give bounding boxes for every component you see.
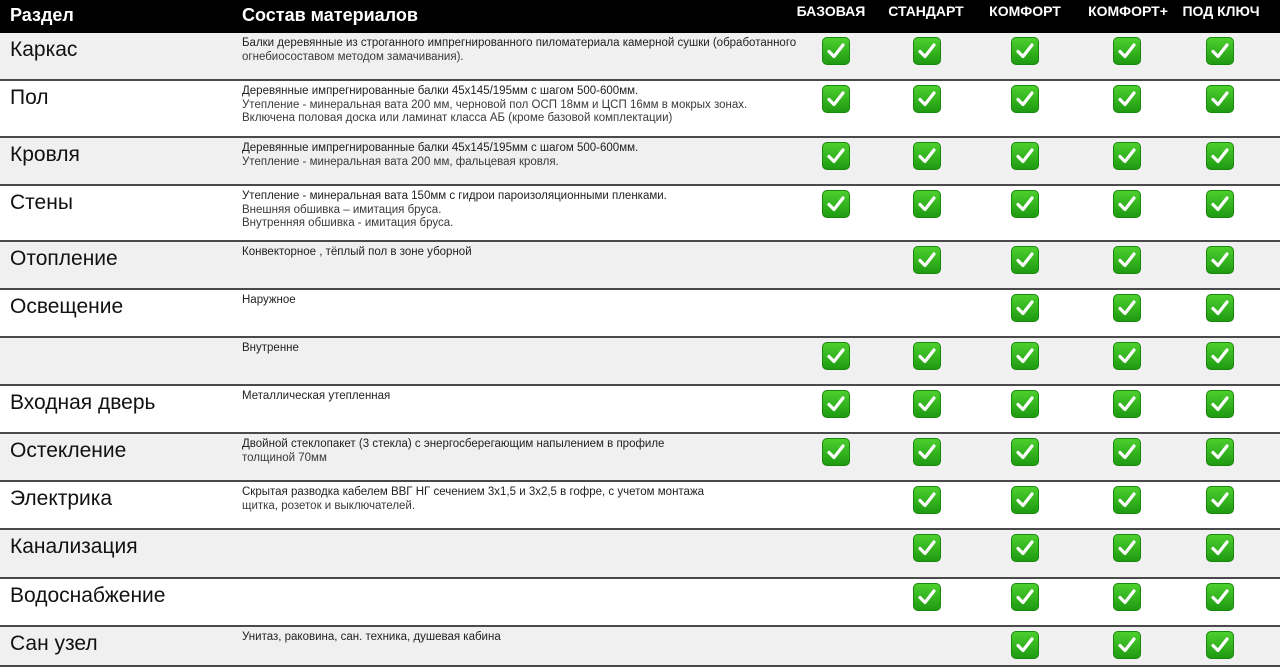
table-row xyxy=(0,434,1280,482)
check-icon-standard xyxy=(913,246,941,274)
check-icon-comfort xyxy=(1011,390,1039,418)
check-icon-turnkey xyxy=(1206,246,1234,274)
check-icon-standard xyxy=(913,37,941,65)
check-icon-turnkey xyxy=(1206,583,1234,611)
materials-line: Двойной стеклопакет (3 стекла) с энергосберегающим напылением в профиле xyxy=(242,438,665,450)
table-row xyxy=(0,290,1280,338)
header-materials: Состав материалов xyxy=(242,5,418,25)
row-section-label: Входная дверь xyxy=(10,391,156,414)
row-materials xyxy=(242,390,782,404)
row-section-label: Сан узел xyxy=(10,632,98,655)
check-icon-standard xyxy=(913,390,941,418)
check-icon-comfort xyxy=(1011,631,1039,659)
check-icon-basic xyxy=(822,142,850,170)
check-icon-comfort-plus xyxy=(1113,190,1141,218)
materials-line: Внешняя обшивка – имитация бруса. xyxy=(242,203,442,216)
check-icon-turnkey xyxy=(1206,142,1234,170)
check-icon-turnkey xyxy=(1206,37,1234,65)
row-materials xyxy=(242,142,782,169)
row-section-label: Электрика xyxy=(10,487,113,510)
check-icon-comfort-plus xyxy=(1113,438,1141,466)
materials-line: Наружное xyxy=(242,294,296,306)
row-section-label: Пол xyxy=(10,86,49,109)
check-icon-turnkey xyxy=(1206,85,1234,113)
check-icon-comfort-plus xyxy=(1113,486,1141,514)
check-icon-comfort xyxy=(1011,190,1039,218)
materials-line: Включена половая доска или ламинат класса АБ (кроме базовой комплектации) xyxy=(242,112,673,124)
check-icon-comfort xyxy=(1011,37,1039,65)
check-icon-standard xyxy=(913,438,941,466)
table-row xyxy=(0,81,1280,138)
check-icon-comfort xyxy=(1011,534,1039,562)
header-tier-comfort-plus: КОМФОРТ+ xyxy=(1088,3,1168,19)
header-tier-turnkey: ПОД КЛЮЧ xyxy=(1182,3,1260,19)
row-section-label: Водоснабжение xyxy=(10,584,166,607)
row-section-label: Кровля xyxy=(10,143,80,166)
row-materials xyxy=(242,294,782,308)
check-icon-standard xyxy=(913,486,941,514)
materials-line: Внутренне xyxy=(242,342,299,354)
check-icon-turnkey xyxy=(1206,486,1234,514)
row-materials xyxy=(242,486,782,513)
check-icon-standard xyxy=(913,142,941,170)
check-icon-turnkey xyxy=(1206,438,1234,466)
check-icon-comfort-plus xyxy=(1113,246,1141,274)
table-row xyxy=(0,338,1280,386)
check-icon-comfort-plus xyxy=(1113,390,1141,418)
materials-line: Внутренняя обшивка - имитация бруса. xyxy=(242,217,454,229)
check-icon-turnkey xyxy=(1206,534,1234,562)
row-section-label: Каркас xyxy=(10,38,78,61)
table-row xyxy=(0,242,1280,290)
check-icon-basic xyxy=(822,85,850,113)
check-icon-turnkey xyxy=(1206,190,1234,218)
row-section-label: Канализация xyxy=(10,535,138,558)
row-materials xyxy=(242,246,782,260)
header-tier-comfort: КОМФОРТ xyxy=(989,3,1061,19)
check-icon-turnkey xyxy=(1206,294,1234,322)
check-icon-comfort xyxy=(1011,486,1039,514)
check-icon-comfort xyxy=(1011,583,1039,611)
row-section-label: Стены xyxy=(10,191,73,214)
check-icon-basic xyxy=(822,342,850,370)
header-tier-basic: БАЗОВАЯ xyxy=(796,3,866,19)
table-header xyxy=(0,0,1280,33)
row-materials xyxy=(242,37,797,64)
check-icon-basic xyxy=(822,190,850,218)
check-icon-standard xyxy=(913,534,941,562)
check-icon-basic xyxy=(822,390,850,418)
row-materials xyxy=(242,342,782,356)
materials-line: толщиной 70мм xyxy=(242,451,327,464)
table-row xyxy=(0,627,1280,667)
materials-line: Утепление - минеральная вата 150мм с гидрои пароизоляционными пленками. xyxy=(242,190,667,202)
check-icon-basic xyxy=(822,37,850,65)
table-row xyxy=(0,530,1280,579)
check-icon-turnkey xyxy=(1206,390,1234,418)
check-icon-basic xyxy=(822,438,850,466)
materials-line: Металлическая утепленная xyxy=(242,390,391,402)
materials-line: Конвекторное , тёплый пол в зоне уборной xyxy=(242,246,472,258)
header-section: Раздел xyxy=(10,5,74,25)
header-tier-standard: СТАНДАРТ xyxy=(888,3,964,19)
row-section-label: Остекление xyxy=(10,439,127,462)
materials-line: Деревянные импрегнированные балки 45х145/195мм с шагом 500-600мм. xyxy=(242,85,639,97)
check-icon-comfort-plus xyxy=(1113,294,1141,322)
check-icon-standard xyxy=(913,85,941,113)
check-icon-comfort-plus xyxy=(1113,37,1141,65)
row-materials xyxy=(242,631,782,645)
table-row xyxy=(0,386,1280,434)
materials-line: Балки деревянные из строганного импрегнированного пиломатериала камерной сушки (обработанного xyxy=(242,37,797,49)
check-icon-comfort xyxy=(1011,294,1039,322)
materials-line: Унитаз, раковина, сан. техника, душевая кабина xyxy=(242,631,501,643)
materials-line: щитка, розеток и выключателей. xyxy=(242,499,416,512)
table-row xyxy=(0,482,1280,530)
row-materials xyxy=(242,438,782,465)
check-icon-comfort-plus xyxy=(1113,534,1141,562)
check-icon-comfort xyxy=(1011,85,1039,113)
check-icon-standard xyxy=(913,190,941,218)
check-icon-comfort-plus xyxy=(1113,583,1141,611)
materials-line: Утепление - минеральная вата 200 мм, черновой пол ОСП 18мм и ЦСП 16мм в мокрых зонах. xyxy=(242,98,748,111)
row-materials xyxy=(242,85,782,126)
table-row xyxy=(0,138,1280,186)
check-icon-turnkey xyxy=(1206,631,1234,659)
check-icon-comfort xyxy=(1011,342,1039,370)
check-icon-comfort-plus xyxy=(1113,142,1141,170)
table-row xyxy=(0,186,1280,242)
materials-line: Утепление - минеральная вата 200 мм, фальцевая кровля. xyxy=(242,155,559,168)
check-icon-comfort-plus xyxy=(1113,631,1141,659)
materials-line: Деревянные импрегнированные балки 45х145/195мм с шагом 500-600мм. xyxy=(242,142,639,154)
check-icon-standard xyxy=(913,583,941,611)
row-section-label: Освещение xyxy=(10,295,124,318)
row-section-label: Отопление xyxy=(10,247,118,270)
check-icon-comfort xyxy=(1011,246,1039,274)
row-materials xyxy=(242,190,782,231)
materials-line: Скрытая разводка кабелем ВВГ НГ сечением 3х1,5 и 3х2,5 в гофре, с учетом монтажа xyxy=(242,486,705,498)
table-row xyxy=(0,579,1280,627)
materials-line: огнебиосоставом методом замачивания). xyxy=(242,50,464,63)
check-icon-comfort-plus xyxy=(1113,85,1141,113)
table-row xyxy=(0,33,1280,81)
check-icon-turnkey xyxy=(1206,342,1234,370)
check-icon-comfort-plus xyxy=(1113,342,1141,370)
check-icon-standard xyxy=(913,342,941,370)
check-icon-comfort xyxy=(1011,438,1039,466)
check-icon-comfort xyxy=(1011,142,1039,170)
